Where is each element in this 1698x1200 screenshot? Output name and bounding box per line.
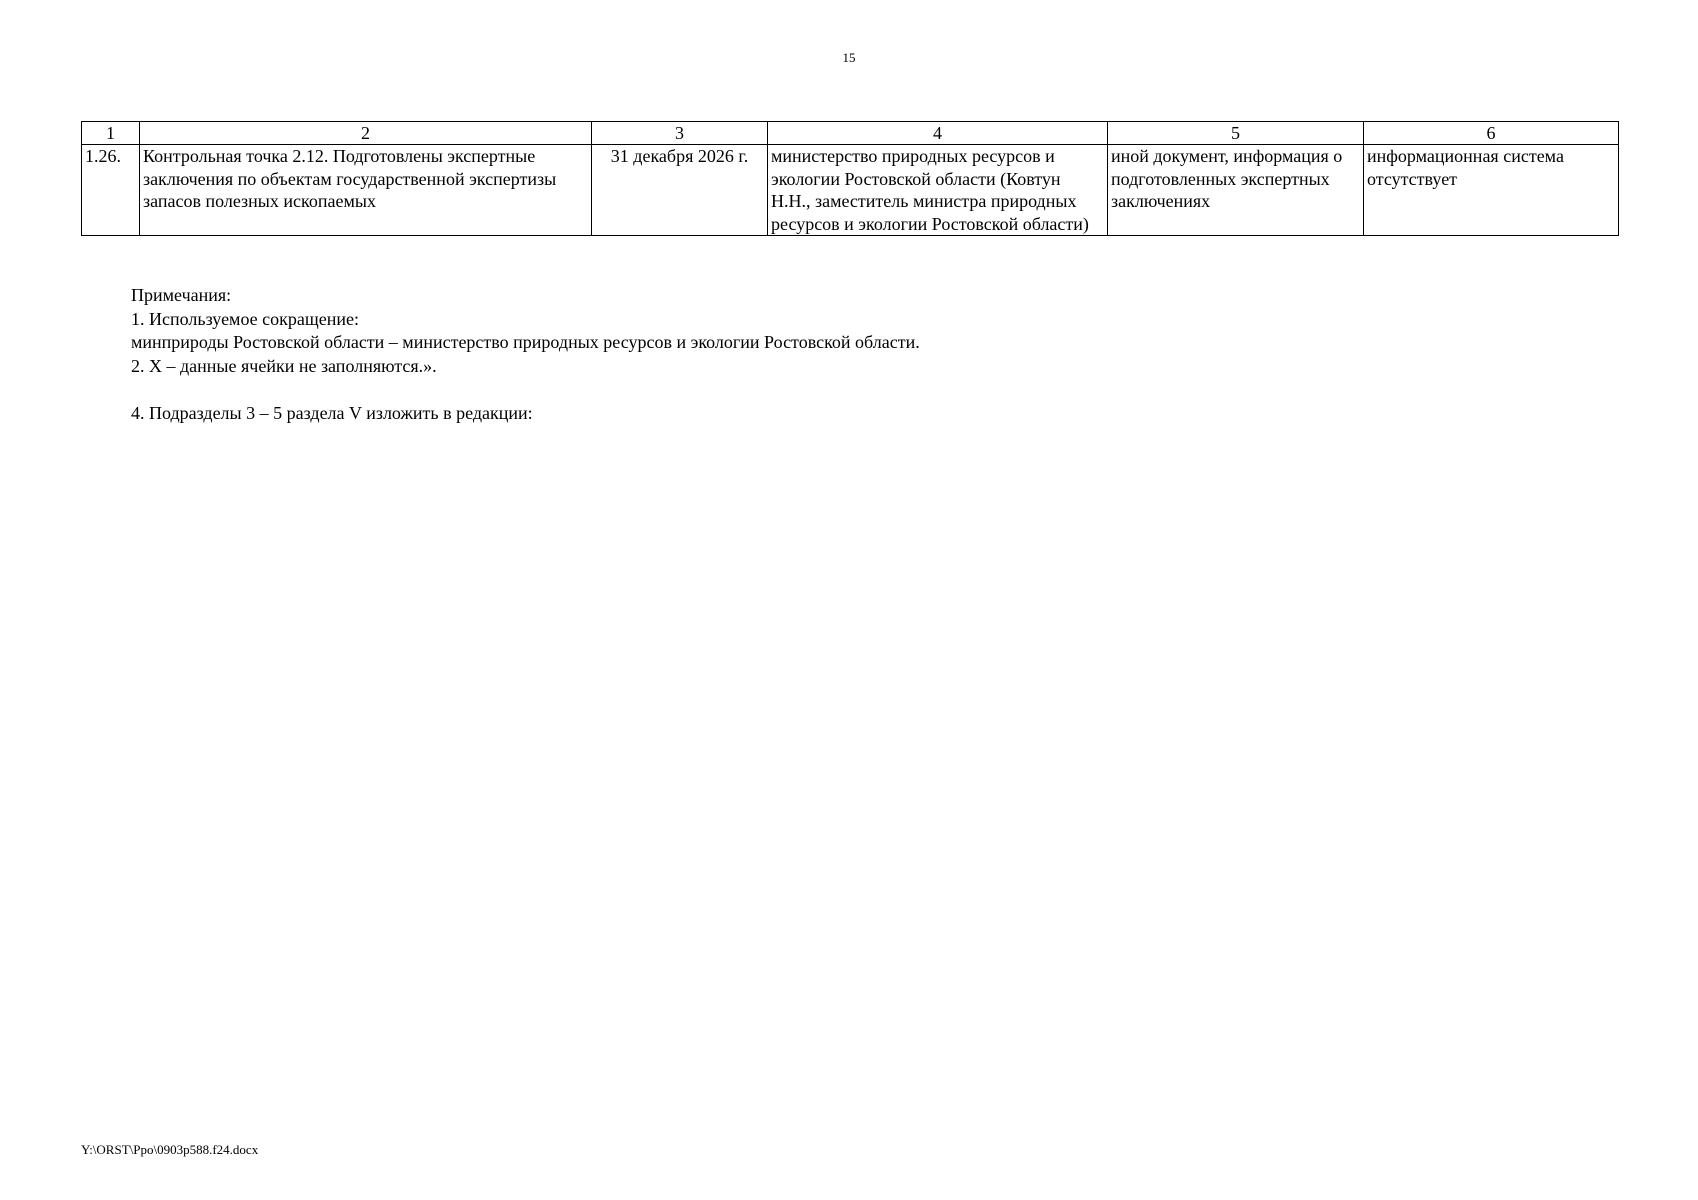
document-type-cell: иной документ, информация о подготовленных экспертных заключениях	[1108, 145, 1364, 236]
column-header-3: 3	[592, 122, 768, 145]
table-row	[82, 145, 1619, 236]
note-item-1: 1. Используемое сокращение:	[131, 308, 359, 329]
file-path-footer: Y:\ORST\Ppo\0903p588.f24.docx	[81, 1142, 259, 1157]
column-header-2: 2	[140, 122, 592, 145]
column-header-1: 1	[82, 122, 140, 145]
responsible-cell: министерство природных ресурсов и экологии Ростовской области (Ковтун Н.Н., заместитель министра природных ресурсов и экологии Ростовской области)	[768, 145, 1108, 236]
amendment-instruction: 4. Подразделы 3 – 5 раздела V изложить в редакции:	[131, 402, 533, 423]
description-cell: Контрольная точка 2.12. Подготовлены экспертные заключения по объектам государственной экспертизы запасов полезных ископаемых	[140, 145, 592, 236]
spacer	[131, 378, 1531, 402]
plan-table	[81, 121, 1619, 236]
notes-heading: Примечания:	[131, 285, 232, 305]
column-header-6: 6	[1364, 122, 1619, 145]
column-header-5: 5	[1108, 122, 1364, 145]
information-system-cell: информационная система отсутствует	[1364, 145, 1619, 236]
column-header-4: 4	[768, 122, 1108, 145]
page-number: 15	[842, 50, 856, 65]
note-abbreviation: минприроды Ростовской области – министерство природных ресурсов и экологии Ростовской области.	[131, 332, 920, 352]
row-number-cell: 1.26.	[82, 145, 140, 236]
table-header-row	[82, 122, 1619, 145]
notes-section	[131, 284, 1531, 425]
note-item-2: 2. Х – данные ячейки не заполняются.».	[131, 355, 437, 376]
deadline-cell: 31 декабря 2026 г.	[592, 145, 768, 236]
